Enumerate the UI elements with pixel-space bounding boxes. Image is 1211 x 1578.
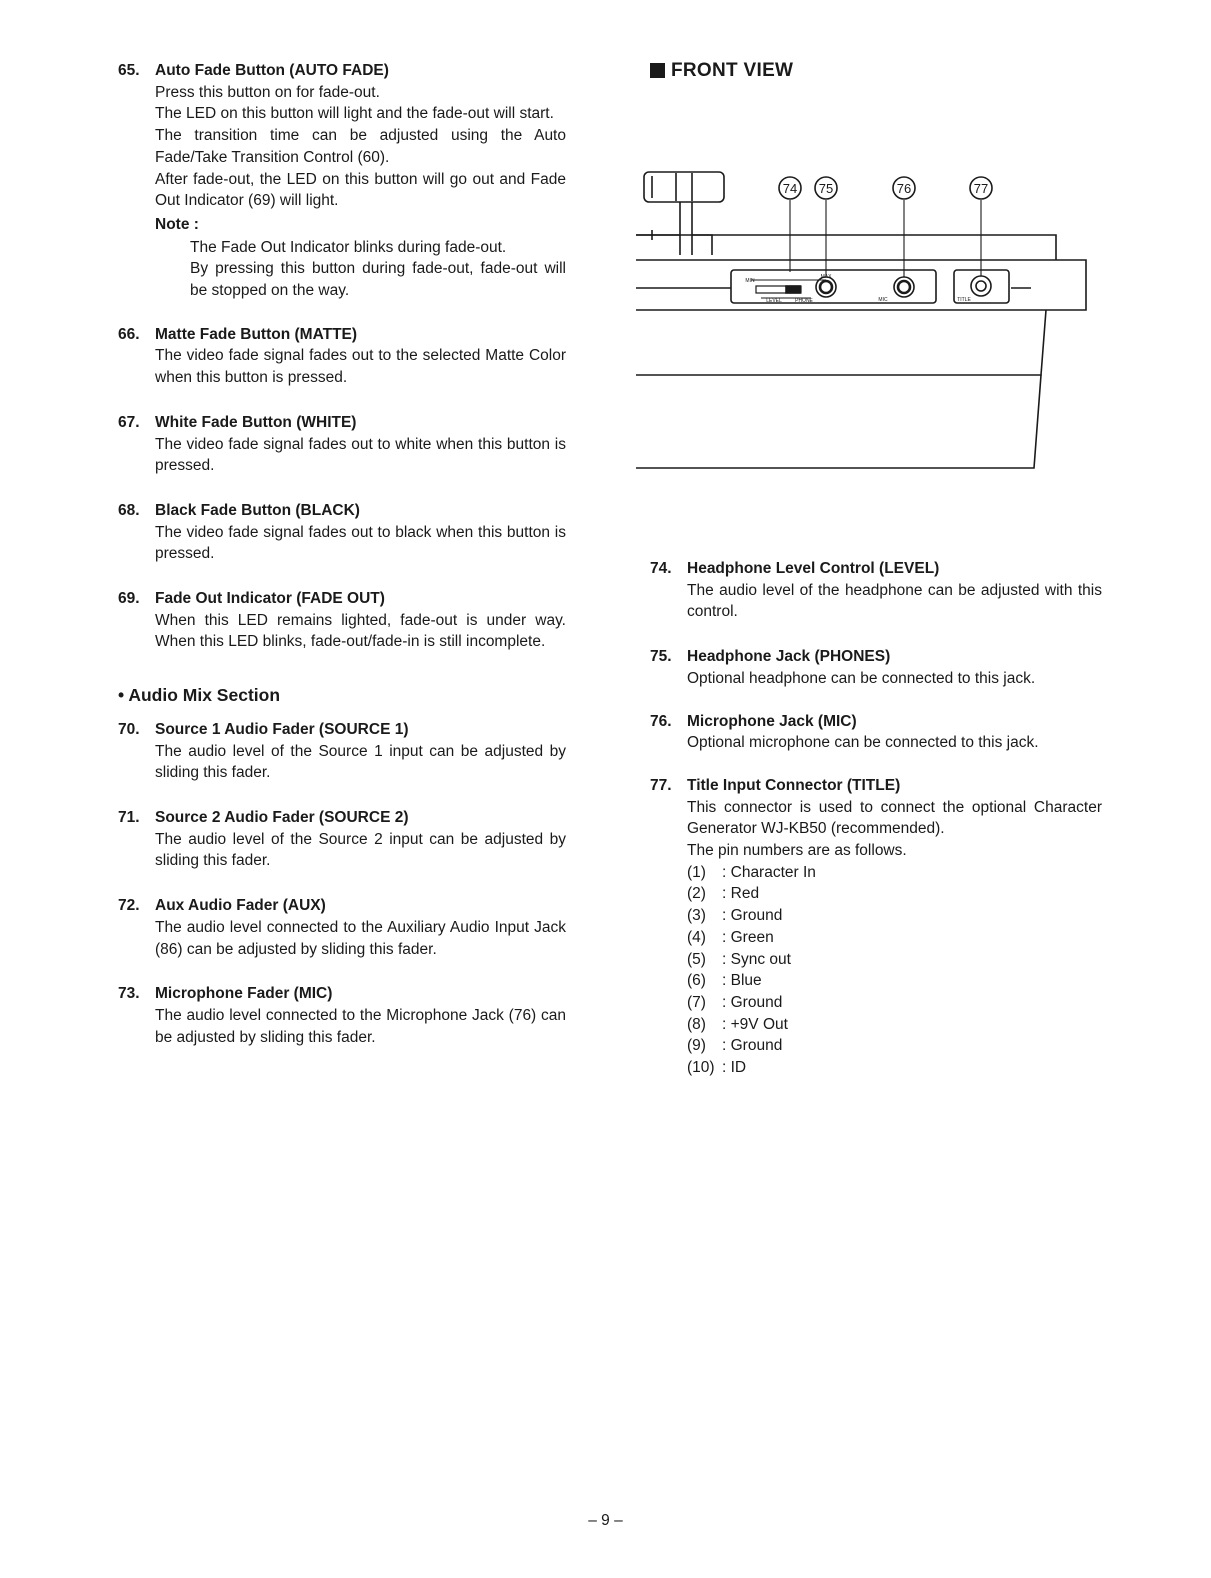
item-text: The video fade signal fades out to the selected Matte Color when this button is pressed. (155, 347, 566, 387)
item-text: The video fade signal fades out to black when this button is pressed. (155, 523, 566, 563)
item-number: 71. (118, 808, 140, 826)
pin-row (687, 949, 1102, 971)
pin-row (687, 1014, 1102, 1036)
body-side (636, 310, 1046, 375)
item-number: 67. (118, 413, 140, 431)
note-text: By pressing this button during fade-out, fade-out will be stopped on the way. (190, 260, 566, 300)
item-74 (650, 558, 1102, 623)
label-max: MAX (820, 274, 832, 280)
item-text: When this LED remains lighted, fade-out is under way. When this LED blinks, fade-out/fade-in is still incomplete. (155, 611, 566, 651)
page-number: – 9 – (588, 1512, 623, 1529)
item-70 (118, 719, 566, 784)
pin-number: (10) (687, 1059, 715, 1077)
pin-value: : ID (722, 1057, 746, 1079)
pin-value: : Sync out (722, 949, 791, 971)
item-title: Matte Fade Button (MATTE) (155, 325, 358, 343)
pin-number: (1) (687, 863, 706, 881)
item-text: The audio level connected to the Microphone Jack (76) can be adjusted by sliding this fader. (155, 1006, 566, 1046)
pin-value: : Ground (722, 992, 782, 1014)
item-text: The video fade signal fades out to white when this button is pressed. (155, 435, 566, 475)
pin-row (687, 1057, 1102, 1079)
item-title: Headphone Jack (PHONES) (687, 648, 891, 666)
pin-value: : Green (722, 927, 774, 949)
pin-number: (5) (687, 950, 706, 968)
pin-row (687, 905, 1102, 927)
right-column (650, 558, 1102, 1079)
item-number: 73. (118, 985, 140, 1003)
item-text: Optional microphone can be connected to this jack. (687, 734, 1039, 752)
item-number: 66. (118, 325, 140, 343)
pin-number: (8) (687, 1015, 706, 1033)
item-number: 74. (650, 560, 672, 577)
label-level: LEVEL (766, 298, 782, 304)
right-column-heading (650, 60, 1102, 82)
title-connector (971, 276, 991, 296)
item-title: Title Input Connector (TITLE) (687, 776, 901, 794)
pin-number: (6) (687, 972, 706, 990)
item-75 (650, 646, 1102, 689)
item-title: Black Fade Button (BLACK) (155, 501, 360, 519)
item-text: This connector is used to connect the optional Character Generator WJ-KB50 (recommended). (687, 798, 1102, 838)
pin-row (687, 883, 1102, 905)
item-title: Source 2 Audio Fader (SOURCE 2) (155, 808, 409, 826)
item-number: 75. (650, 648, 672, 666)
note-text: The Fade Out Indicator blinks during fade-out. (190, 238, 507, 256)
item-69 (118, 588, 566, 653)
pin-value: : Ground (722, 905, 782, 927)
label-mic: MIC (878, 297, 888, 303)
left-column (118, 60, 566, 1048)
item-number: 68. (118, 501, 140, 519)
pin-row (687, 927, 1102, 949)
item-text: The LED on this button will light and the fade-out will start. (155, 105, 554, 123)
item-text: Press this button on for fade-out. (155, 83, 380, 101)
label-min: MIN (745, 278, 755, 284)
pin-value: : Red (722, 883, 759, 905)
item-text: The transition time can be adjusted using the Auto Fade/Take Transition Control (60). (155, 127, 566, 166)
pin-row (687, 970, 1102, 992)
front-view-diagram (636, 160, 1096, 475)
item-title: Microphone Jack (MIC) (687, 712, 857, 730)
item-number: 72. (118, 897, 140, 915)
item-76 (650, 711, 1102, 754)
item-67 (118, 412, 566, 477)
callout-75: 75 (818, 181, 834, 196)
item-number: 65. (118, 62, 140, 79)
item-text: After fade-out, the LED on this button will go out and Fade Out Indicator (69) will light. (155, 170, 566, 210)
item-title: Microphone Fader (MIC) (155, 985, 333, 1003)
item-68 (118, 500, 566, 565)
item-number: 76. (650, 712, 672, 730)
item-number: 70. (118, 720, 140, 738)
item-65 (118, 60, 566, 302)
pin-value: : Character In (722, 862, 816, 884)
callout-76: 76 (896, 181, 912, 196)
item-text: Optional headphone can be connected to this jack. (687, 669, 1036, 687)
pin-number: (3) (687, 907, 706, 925)
front-view-heading (650, 60, 1102, 82)
callout-77: 77 (973, 181, 989, 196)
note-label: Note : (155, 215, 199, 233)
item-text: The audio level of the Source 1 input can be adjusted by sliding this fader. (155, 742, 566, 782)
pins-intro: The pin numbers are as follows. (687, 842, 907, 860)
item-title: Source 1 Audio Fader (SOURCE 1) (155, 720, 409, 738)
pin-number: (9) (687, 1037, 706, 1055)
item-66 (118, 324, 566, 389)
fader-stem (680, 202, 692, 255)
pin-number: (2) (687, 885, 706, 903)
item-text: The audio level of the Source 2 input can be adjusted by sliding this fader. (155, 830, 566, 870)
pin-row (687, 862, 1102, 884)
pin-list (687, 862, 1102, 1079)
pin-row (687, 992, 1102, 1014)
label-phone: PHONE (795, 298, 813, 304)
item-text: The audio level connected to the Auxiliary Audio Input Jack (86) can be adjusted by sliding this fader. (155, 918, 566, 958)
item-number: 77. (650, 776, 672, 794)
item-text: The audio level of the headphone can be adjusted with this control. (687, 581, 1102, 621)
pin-row (687, 1035, 1102, 1057)
note-body (155, 237, 566, 302)
item-72 (118, 895, 566, 960)
square-bullet-icon (650, 63, 665, 78)
pin-number: (4) (687, 928, 706, 946)
item-title: Fade Out Indicator (FADE OUT) (155, 590, 385, 608)
item-77 (650, 775, 1102, 1079)
item-title: White Fade Button (WHITE) (155, 413, 357, 431)
panel-top-edge (636, 235, 1056, 260)
item-title: Headphone Level Control (LEVEL) (687, 560, 940, 577)
pin-value: : Blue (722, 970, 762, 992)
fader-knob (644, 172, 724, 202)
item-number: 69. (118, 590, 140, 608)
callout-74: 74 (782, 181, 798, 196)
item-71 (118, 807, 566, 872)
front-view-title: FRONT VIEW (671, 60, 794, 81)
label-title: TITLE (957, 297, 971, 303)
pin-number: (7) (687, 993, 706, 1011)
pin-value: : Ground (722, 1035, 782, 1057)
item-title: Aux Audio Fader (AUX) (155, 897, 326, 915)
item-title: Auto Fade Button (AUTO FADE) (155, 62, 389, 79)
pin-value: : +9V Out (722, 1014, 788, 1036)
section-heading-audio-mix: • Audio Mix Section (118, 685, 281, 706)
item-73 (118, 983, 566, 1048)
